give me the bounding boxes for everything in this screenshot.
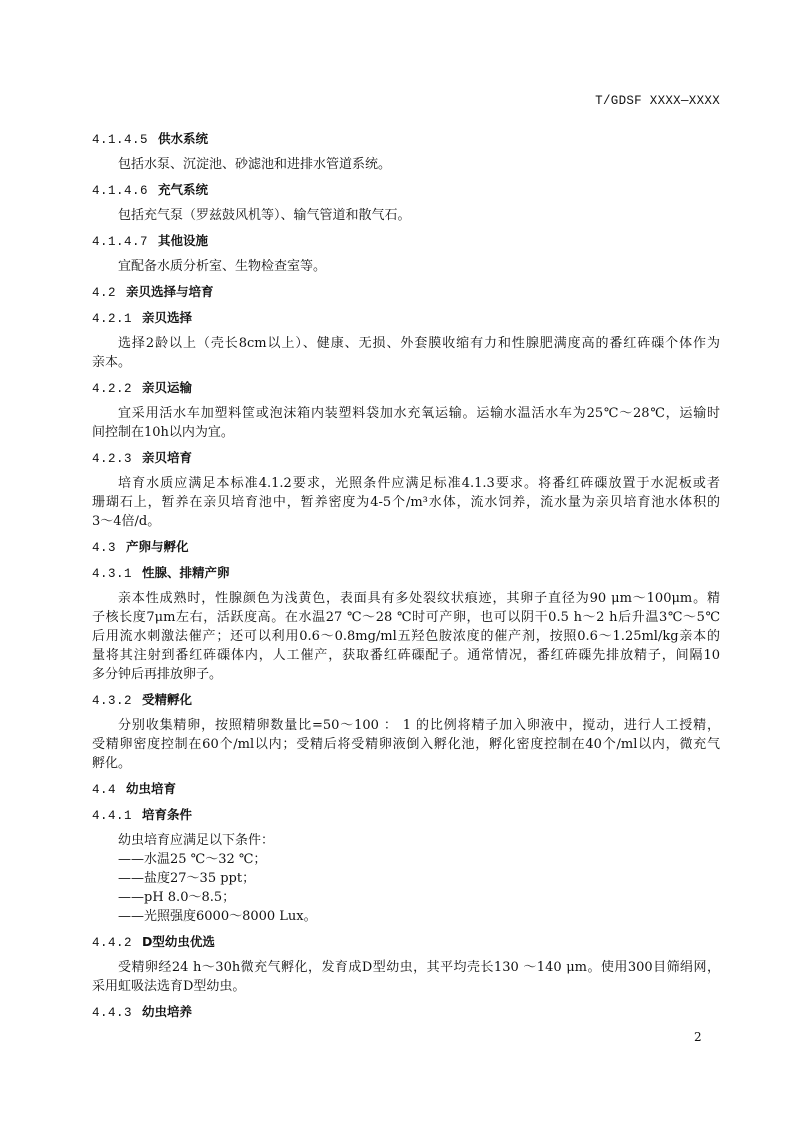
paragraph (92, 331, 720, 375)
paragraph (92, 152, 720, 177)
section-number: 4.4.3 (92, 1006, 133, 1020)
document-code-header: T/GDSF XXXX—XXXX (595, 94, 720, 108)
section-number: 4.1.4.6 (92, 184, 149, 198)
paragraph-line: 分别收集精卵，按照精卵数量比=50～100 ： 1 的比例将精子加入卵液中，搅动，进行人工授精， (118, 718, 720, 733)
paragraph (92, 955, 720, 999)
paragraph-line: 后用流水刺激法催产；还可以利用0.6～0.8mg/ml五羟色胺浓度的催产剂，按照0.6～1.25ml/kg亲本的 (92, 629, 720, 644)
section-title: 亲贝培育 (142, 450, 193, 465)
paragraph-line: 亲本性成熟时，性腺颜色为浅黄色，表面具有多处裂纹状痕迹，其卵子直径为90 μm～100μm。精 (118, 591, 720, 606)
section-heading (92, 929, 720, 955)
section-heading (92, 534, 720, 560)
section-title: 亲贝运输 (142, 380, 193, 395)
section-number: 4.3.2 (92, 694, 133, 708)
section-number: 4.4 (92, 783, 117, 797)
section-number: 4.2.1 (92, 312, 133, 326)
paragraph-line: 包括充气泵（罗兹鼓风机等）、输气管道和散气石。 (118, 208, 411, 223)
condition-list (92, 828, 720, 929)
section-heading (92, 126, 720, 152)
paragraph-line: 采用虹吸法选育D型幼虫。 (92, 979, 246, 994)
list-item: ——盐度27～35 ppt； (118, 871, 256, 886)
paragraph-line: 子核长度7μm左右，活跃度高。在水温27 ℃～28 ℃时可产卵，也可以阴干0.5 h～2 h后升温3℃～5℃ (92, 610, 720, 625)
list-item: ——水温25 ℃～32 ℃； (118, 852, 267, 867)
section-number: 4.2.3 (92, 452, 133, 466)
section-title: 幼虫培育 (126, 781, 177, 796)
section-title: 性腺、排精产卵 (142, 565, 230, 580)
section-title: 幼虫培养 (142, 1004, 193, 1019)
section-title: 供水系统 (158, 131, 209, 146)
section-number: 4.3.1 (92, 567, 133, 581)
section-title: 受精孵化 (142, 692, 193, 707)
section-title: D型幼虫优选 (142, 934, 215, 949)
page-number: 2 (694, 1030, 702, 1044)
section-heading (92, 445, 720, 471)
paragraph-line: 珊瑚石上，暂养在亲贝培育池中，暂养密度为4-5个/m³水体，流水饲养，流水量为亲贝培育池水体积的 (92, 495, 720, 510)
document-body (92, 126, 720, 1025)
paragraph (92, 401, 720, 445)
section-number: 4.2 (92, 286, 117, 300)
list-item: 幼虫培育应满足以下条件： (118, 833, 275, 848)
section-number: 4.2.2 (92, 382, 133, 396)
section-heading (92, 776, 720, 802)
list-item: ——光照强度6000～8000 Lux。 (118, 909, 317, 924)
paragraph (92, 713, 720, 776)
paragraph-line: 3～4倍/d。 (92, 514, 161, 529)
section-title: 产卵与孵化 (126, 539, 189, 554)
paragraph-line: 多分钟后再排放卵子。 (92, 667, 223, 682)
paragraph-line: 孵化。 (92, 756, 132, 771)
section-number: 4.4.1 (92, 809, 133, 823)
paragraph-line: 培育水质应满足本标准4.1.2要求，光照条件应满足标准4.1.3要求。将番红砗磲放置于水泥板或者 (118, 476, 720, 491)
section-number: 4.1.4.7 (92, 235, 149, 249)
section-heading (92, 999, 720, 1025)
paragraph-line: 亲本。 (92, 355, 132, 370)
section-heading (92, 228, 720, 254)
section-heading (92, 560, 720, 586)
paragraph-line: 选择2龄以上（壳长8cm以上）、健康、无损、外套膜收缩有力和性腺肥满度高的番红砗磲个体作为 (118, 336, 720, 351)
section-number: 4.3 (92, 541, 117, 555)
section-heading (92, 375, 720, 401)
section-title: 培育条件 (142, 807, 193, 822)
section-heading (92, 687, 720, 713)
paragraph-line: 量将其注射到番红砗磲体内，人工催产，获取番红砗磲配子。通常情况，番红砗磲先排放精子，间隔10 (92, 648, 720, 663)
paragraph-line: 间控制在10h以内为宜。 (92, 425, 234, 440)
section-heading (92, 802, 720, 828)
paragraph (92, 586, 720, 687)
section-title: 亲贝选择 (142, 310, 193, 325)
section-title: 充气系统 (158, 182, 209, 197)
paragraph-line: 受精卵密度控制在60个/ml以内；受精后将受精卵液倒入孵化池，孵化密度控制在40个/ml以内，微充气 (92, 737, 720, 752)
section-number: 4.1.4.5 (92, 133, 149, 147)
list-item: ——pH 8.0～8.5； (118, 890, 236, 905)
section-heading (92, 177, 720, 203)
section-number: 4.4.2 (92, 936, 133, 950)
section-title: 亲贝选择与培育 (126, 284, 214, 299)
paragraph-line: 包括水泵、沉淀池、砂滤池和进排水管道系统。 (118, 157, 392, 172)
section-title: 其他设施 (158, 233, 209, 248)
paragraph (92, 203, 720, 228)
paragraph (92, 254, 720, 279)
section-heading (92, 305, 720, 331)
paragraph-line: 宜配备水质分析室、生物检查室等。 (118, 259, 327, 274)
paragraph (92, 471, 720, 534)
paragraph-line: 宜采用活水车加塑料筐或泡沫箱内装塑料袋加水充氧运输。运输水温活水车为25℃～28℃，运输时 (118, 406, 720, 421)
paragraph-line: 受精卵经24 h～30h微充气孵化，发育成D型幼虫，其平均壳长130 ～140 μm。使用300目筛绢网， (118, 960, 720, 975)
section-heading (92, 279, 720, 305)
